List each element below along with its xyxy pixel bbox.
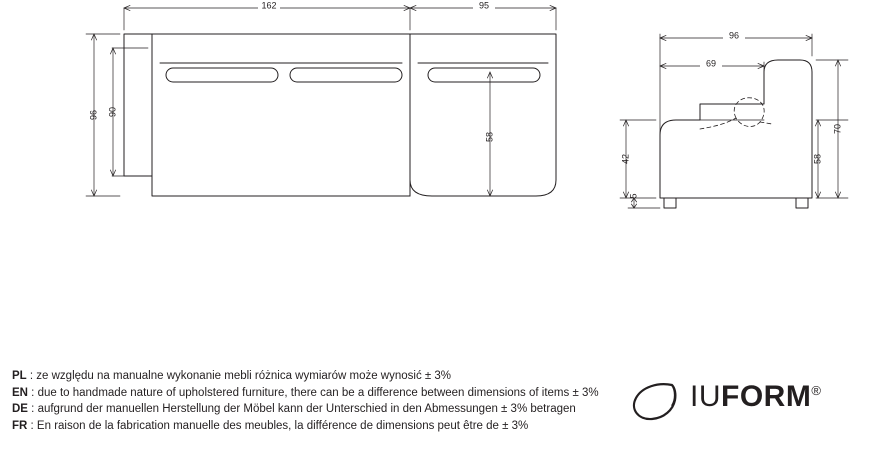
miuform-wordmark [690,380,821,414]
miuform-logo [628,378,873,424]
dim-side-seat-height: 42 [620,153,631,165]
note-text-pl: : ze względu na manualne wykonanie mebli różnica wymiarów może wynosić ± 3% [26,370,452,382]
dim-left-inner-height: 90 [107,106,118,118]
note-text-en: : due to handmade nature of upholstered furniture, there can be a difference between dimensions of items ± 3% [27,386,599,399]
note-lang-de: DE [12,403,28,415]
dim-side-back-height: 58 [812,153,823,165]
cushion-slot-3 [428,68,540,82]
logo-text-bold: FORM [721,380,812,413]
right-module-body [410,34,556,196]
note-lang-en: EN [12,386,28,399]
note-line-fr [12,418,612,435]
note-line-en [12,385,612,402]
note-text-fr: : En raison de la fabrication manuelle des meubles, la différence de dimensions peut être de ± 3% [27,419,529,432]
side-foot-right [796,198,808,208]
dim-top-right-width: 95 [478,0,490,11]
note-lang-fr: FR [12,419,28,432]
dim-side-total-width: 96 [728,30,740,41]
note-line-pl [12,368,612,385]
chaise-back-panel [124,34,152,176]
note-lang-pl: PL [12,370,27,382]
miuform-mark-icon [628,378,690,424]
dim-top-left-width: 162 [261,0,277,11]
left-module-body [152,34,410,196]
disclaimer-notes [12,368,612,434]
side-foot-left [664,198,676,208]
dim-right-seat-height: 58 [484,131,495,143]
dim-side-total-height: 70 [832,123,843,135]
dashed-cushion-tail [760,122,772,124]
dim-left-outer-height: 96 [88,109,99,121]
cushion-slot-2 [290,68,402,82]
dim-side-foot-height: 5 [628,193,639,199]
side-body-outline [660,60,812,198]
logo-text-light: IU [690,380,721,413]
dim-side-inner-width: 69 [705,58,717,69]
logo-registered-mark: ® [811,383,822,398]
cushion-slot-1 [166,68,278,82]
front-view-group [86,5,556,196]
note-line-de [12,401,612,418]
side-view-group [620,34,848,208]
note-text-de: : aufgrund der manuellen Herstellung der Möbel kann der Unterschied in den Abmessungen ± 3% betragen [27,403,576,415]
